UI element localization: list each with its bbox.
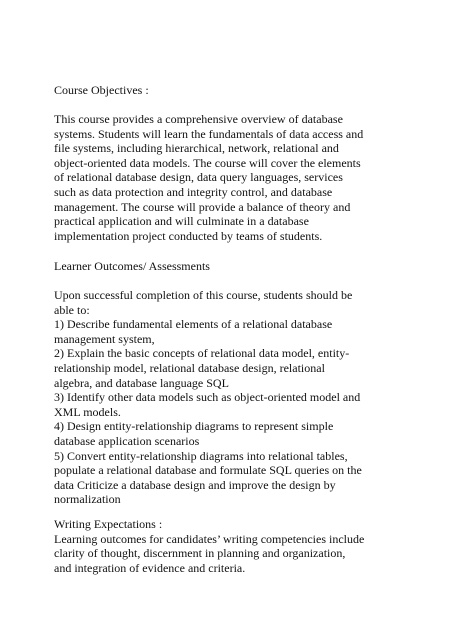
learner-outcomes-heading: Learner Outcomes/ Assessments [54,259,210,273]
learner-outcomes-list: Upon successful completion of this course, students should be able to: 1) Describe fundamental elements of a relational database management system, 2) Explain the basic concepts of relational data model, entity- relationship model, relational database design, relational algebra, and database language SQL 3) Identify other data models such as object-oriented model and XML models. 4) Design entity-relationship diagrams to represent simple database application scenarios 5) Convert entity-relationship diagrams into relational tables, populate a relational database and formulate SQL queries on the data Criticize a database design and improve the design by normalization [54,288,362,507]
writing-expectations-section: Writing Expectations : Learning outcomes for candidates’ writing competencies include clarity of thought, discernment in planning and organization, and integration of evidence and criteria. [54,517,365,575]
course-objectives-heading: Course Objectives : [54,83,149,97]
course-objectives-paragraph: This course provides a comprehensive overview of database systems. Students will learn the fundamentals of data access and file systems, including hierarchical, network, relational and object-oriented data models. The course will cover the elements of relational database design, data query languages, services such as data protection and integrity control, and database management. The course will provide a balance of theory and practical application and will culminate in a database implementation project conducted by teams of students. [54,112,364,243]
